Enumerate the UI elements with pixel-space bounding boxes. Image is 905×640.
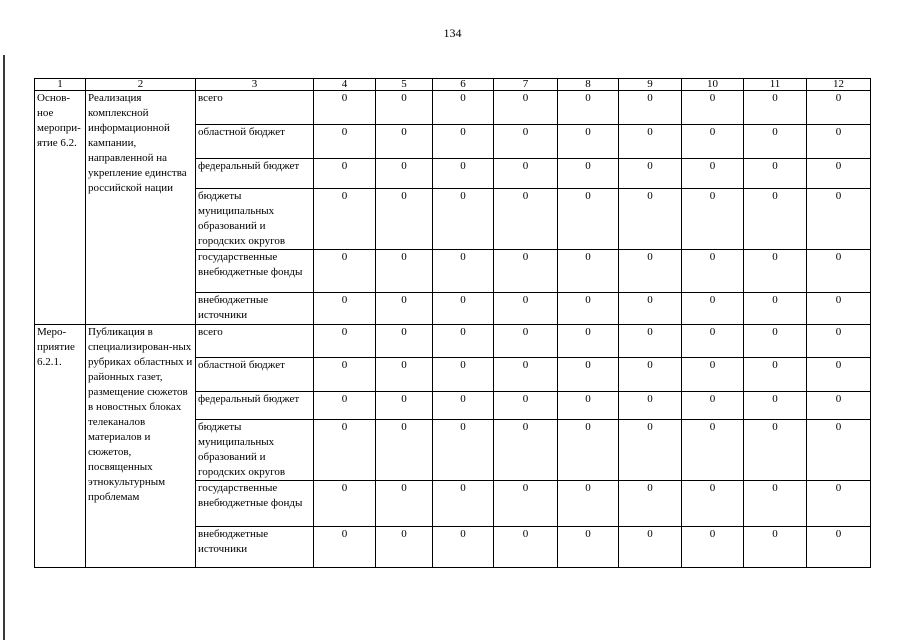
value-cell: 0 — [558, 392, 619, 420]
value-cell: 0 — [619, 358, 682, 392]
value-cell: 0 — [558, 420, 619, 481]
value-cell: 0 — [807, 392, 871, 420]
value-cell: 0 — [433, 293, 494, 325]
scan-edge-line — [3, 55, 5, 640]
value-cell: 0 — [494, 358, 558, 392]
value-cell: 0 — [376, 159, 433, 189]
value-cell: 0 — [744, 392, 807, 420]
value-cell: 0 — [744, 91, 807, 125]
activity-code-cell: Основ-ное меропри-ятие 6.2. — [35, 91, 86, 325]
value-cell: 0 — [494, 159, 558, 189]
value-cell: 0 — [314, 159, 376, 189]
value-cell: 0 — [744, 325, 807, 358]
value-cell: 0 — [807, 189, 871, 250]
value-cell: 0 — [433, 125, 494, 159]
value-cell: 0 — [682, 159, 744, 189]
value-cell: 0 — [314, 293, 376, 325]
value-cell: 0 — [807, 159, 871, 189]
funding-source-cell: бюджеты муниципальных образований и городских округов — [196, 189, 314, 250]
value-cell: 0 — [744, 420, 807, 481]
funding-source-cell: внебюджетные источники — [196, 293, 314, 325]
header-cell: 12 — [807, 79, 871, 91]
header-cell: 1 — [35, 79, 86, 91]
value-cell: 0 — [619, 159, 682, 189]
value-cell: 0 — [619, 325, 682, 358]
value-cell: 0 — [744, 189, 807, 250]
value-cell: 0 — [376, 250, 433, 293]
value-cell: 0 — [682, 125, 744, 159]
value-cell: 0 — [558, 527, 619, 568]
value-cell: 0 — [376, 91, 433, 125]
value-cell: 0 — [619, 527, 682, 568]
value-cell: 0 — [807, 125, 871, 159]
value-cell: 0 — [682, 189, 744, 250]
activity-name-cell: Реализация комплексной информационной кампании, направленной на укрепление единства российской нации — [86, 91, 196, 325]
value-cell: 0 — [433, 420, 494, 481]
value-cell: 0 — [433, 325, 494, 358]
header-row — [35, 79, 871, 91]
value-cell: 0 — [807, 250, 871, 293]
header-cell: 8 — [558, 79, 619, 91]
header-cell: 10 — [682, 79, 744, 91]
value-cell: 0 — [433, 481, 494, 527]
value-cell: 0 — [682, 420, 744, 481]
value-cell: 0 — [619, 125, 682, 159]
value-cell: 0 — [376, 189, 433, 250]
value-cell: 0 — [682, 293, 744, 325]
value-cell: 0 — [314, 189, 376, 250]
value-cell: 0 — [433, 159, 494, 189]
value-cell: 0 — [558, 293, 619, 325]
value-cell: 0 — [744, 293, 807, 325]
value-cell: 0 — [682, 91, 744, 125]
value-cell: 0 — [558, 250, 619, 293]
value-cell: 0 — [807, 527, 871, 568]
value-cell: 0 — [682, 250, 744, 293]
value-cell: 0 — [376, 293, 433, 325]
value-cell: 0 — [494, 392, 558, 420]
funding-source-cell: государственные внебюджетные фонды — [196, 250, 314, 293]
value-cell: 0 — [558, 91, 619, 125]
value-cell: 0 — [744, 527, 807, 568]
value-cell: 0 — [744, 481, 807, 527]
header-cell: 4 — [314, 79, 376, 91]
value-cell: 0 — [744, 159, 807, 189]
value-cell: 0 — [376, 125, 433, 159]
value-cell: 0 — [314, 91, 376, 125]
value-cell: 0 — [682, 358, 744, 392]
funding-source-cell: областной бюджет — [196, 125, 314, 159]
value-cell: 0 — [807, 325, 871, 358]
value-cell: 0 — [619, 481, 682, 527]
header-cell: 11 — [744, 79, 807, 91]
value-cell: 0 — [376, 358, 433, 392]
value-cell: 0 — [376, 325, 433, 358]
header-cell: 6 — [433, 79, 494, 91]
value-cell: 0 — [619, 189, 682, 250]
value-cell: 0 — [558, 325, 619, 358]
value-cell: 0 — [619, 250, 682, 293]
value-cell: 0 — [494, 420, 558, 481]
header-cell: 7 — [494, 79, 558, 91]
value-cell: 0 — [494, 125, 558, 159]
value-cell: 0 — [433, 91, 494, 125]
funding-source-cell: областной бюджет — [196, 358, 314, 392]
value-cell: 0 — [682, 325, 744, 358]
value-cell: 0 — [494, 91, 558, 125]
value-cell: 0 — [558, 159, 619, 189]
value-cell: 0 — [744, 125, 807, 159]
value-cell: 0 — [433, 527, 494, 568]
value-cell: 0 — [807, 358, 871, 392]
funding-source-cell: федеральный бюджет — [196, 392, 314, 420]
funding-source-cell: государственные внебюджетные фонды — [196, 481, 314, 527]
value-cell: 0 — [314, 420, 376, 481]
value-cell: 0 — [314, 325, 376, 358]
value-cell: 0 — [314, 527, 376, 568]
header-cell: 3 — [196, 79, 314, 91]
value-cell: 0 — [494, 250, 558, 293]
value-cell: 0 — [807, 481, 871, 527]
value-cell: 0 — [433, 392, 494, 420]
value-cell: 0 — [376, 481, 433, 527]
value-cell: 0 — [494, 481, 558, 527]
value-cell: 0 — [494, 293, 558, 325]
header-cell: 9 — [619, 79, 682, 91]
value-cell: 0 — [558, 481, 619, 527]
value-cell: 0 — [314, 125, 376, 159]
value-cell: 0 — [494, 325, 558, 358]
value-cell: 0 — [433, 358, 494, 392]
table-row — [35, 325, 871, 358]
funding-source-cell: внебюджетные источники — [196, 527, 314, 568]
value-cell: 0 — [558, 125, 619, 159]
funding-source-cell: федеральный бюджет — [196, 159, 314, 189]
header-cell: 5 — [376, 79, 433, 91]
value-cell: 0 — [314, 392, 376, 420]
value-cell: 0 — [682, 527, 744, 568]
value-cell: 0 — [682, 392, 744, 420]
value-cell: 0 — [619, 392, 682, 420]
value-cell: 0 — [376, 527, 433, 568]
value-cell: 0 — [433, 189, 494, 250]
value-cell: 0 — [619, 420, 682, 481]
header-cell: 2 — [86, 79, 196, 91]
value-cell: 0 — [558, 189, 619, 250]
value-cell: 0 — [558, 358, 619, 392]
value-cell: 0 — [807, 91, 871, 125]
value-cell: 0 — [314, 358, 376, 392]
value-cell: 0 — [314, 250, 376, 293]
value-cell: 0 — [314, 481, 376, 527]
value-cell: 0 — [433, 250, 494, 293]
value-cell: 0 — [682, 481, 744, 527]
funding-source-cell: всего — [196, 91, 314, 125]
activity-name-cell: Публикация в специализирован-ных рубриках областных и районных газет, размещение сюжетов в новостных блоках телеканалов материалов и сюжетов, посвященных этнокультурным проблемам — [86, 325, 196, 568]
value-cell: 0 — [376, 420, 433, 481]
funding-source-cell: всего — [196, 325, 314, 358]
value-cell: 0 — [619, 91, 682, 125]
value-cell: 0 — [807, 420, 871, 481]
page-number: 134 — [443, 26, 462, 40]
table-row — [35, 91, 871, 125]
budget-table — [34, 78, 871, 568]
funding-source-cell: бюджеты муниципальных образований и городских округов — [196, 420, 314, 481]
value-cell: 0 — [494, 527, 558, 568]
activity-code-cell: Меро-приятие 6.2.1. — [35, 325, 86, 568]
value-cell: 0 — [619, 293, 682, 325]
value-cell: 0 — [376, 392, 433, 420]
value-cell: 0 — [744, 358, 807, 392]
value-cell: 0 — [807, 293, 871, 325]
value-cell: 0 — [744, 250, 807, 293]
value-cell: 0 — [494, 189, 558, 250]
